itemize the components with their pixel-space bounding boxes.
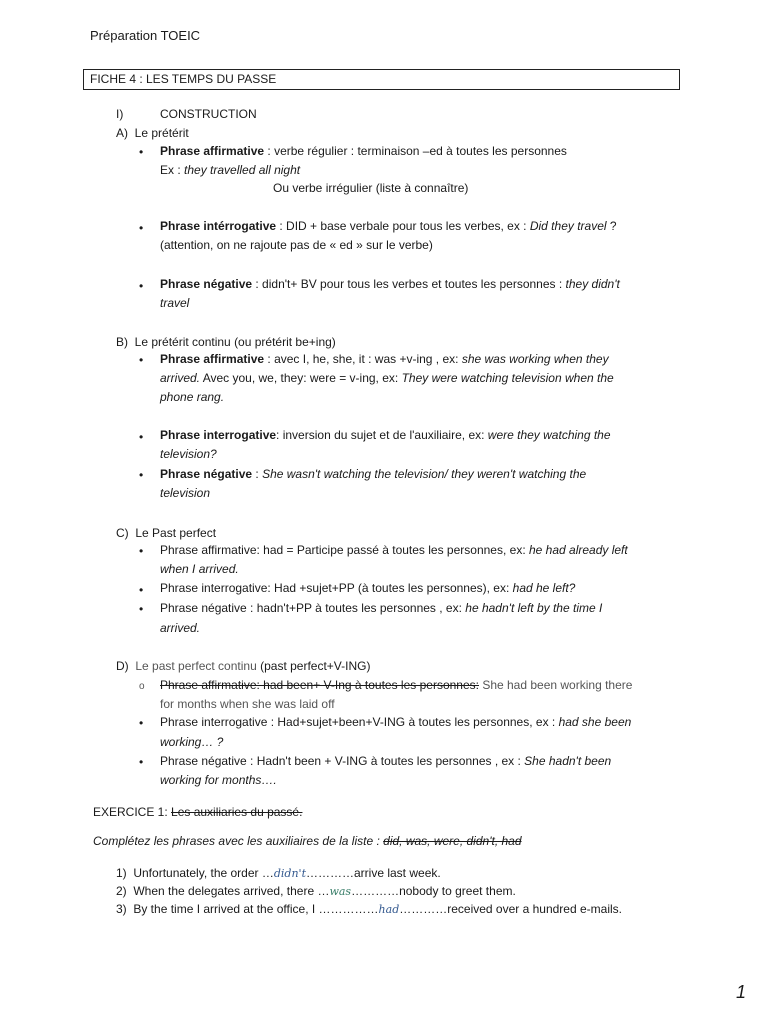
bullet: • bbox=[139, 602, 144, 616]
d-bullet3-line2: working for months…. bbox=[160, 773, 277, 787]
bullet: • bbox=[139, 430, 144, 444]
c-bullet1-line2: when I arrived. bbox=[160, 562, 239, 576]
b-bullet2-line1: Phrase interrogative: inversion du sujet et de l'auxiliaire, ex: were they watching the bbox=[160, 428, 611, 442]
c-bullet1-line1: Phrase affirmative: had = Participe passé à toutes les personnes, ex: he had already left bbox=[160, 543, 628, 557]
exercise-item: 2) When the delegates arrived, there …was…………nobody to greet them. bbox=[116, 884, 516, 898]
b-bullet1-line3: phone rang. bbox=[160, 390, 225, 404]
subsection-b-label: B) Le prétérit continu (ou prétérit be+ing) bbox=[116, 335, 336, 349]
bullet: • bbox=[139, 353, 144, 367]
d-bullet1-line2: for months when she was laid off bbox=[160, 697, 335, 711]
exercise-instruction: Complétez les phrases avec les auxiliaires de la liste : did, was, were, didn't, had bbox=[93, 834, 522, 848]
bullet: • bbox=[139, 544, 144, 558]
bullet: • bbox=[139, 145, 144, 159]
a-bullet3-line1: Phrase négative : didn't+ BV pour tous les verbes et toutes les personnes : they didn't bbox=[160, 277, 620, 291]
section-title: CONSTRUCTION bbox=[160, 107, 257, 121]
bullet: • bbox=[139, 755, 144, 769]
exercise-title: EXERCICE 1: Les auxiliaries du passé. bbox=[93, 805, 303, 819]
b-bullet3-line2: television bbox=[160, 486, 211, 500]
b-bullet1-line2: arrived. Avec you, we, they: were = v-ing, ex: They were watching television when the bbox=[160, 371, 614, 385]
section-number: I) bbox=[116, 107, 124, 121]
subsection-a-label: A) Le prétérit bbox=[116, 126, 189, 140]
b-bullet3-line1: Phrase négative : She wasn't watching the television/ they weren't watching the bbox=[160, 467, 587, 481]
bullet: • bbox=[139, 221, 144, 235]
bullet: • bbox=[139, 716, 144, 730]
bullet: o bbox=[139, 681, 145, 692]
a-bullet1-line3: Ou verbe irrégulier (liste à connaître) bbox=[273, 181, 469, 195]
d-bullet2-line1: Phrase interrogative : Had+sujet+been+V-ING à toutes les personnes, ex : had she been bbox=[160, 715, 632, 729]
b-bullet1-line1: Phrase affirmative : avec I, he, she, it : was +v-ing , ex: she was working when they bbox=[160, 352, 609, 366]
handwritten-answer[interactable]: didn't bbox=[273, 867, 306, 880]
d-bullet3-line1: Phrase négative : Hadn't been + V-ING à toutes les personnes , ex : She hadn't been bbox=[160, 754, 612, 768]
a-bullet2-line1: Phrase intérrogative : DID + base verbale pour tous les verbes, ex : Did they travel ? bbox=[160, 219, 617, 233]
a-bullet1-line1: Phrase affirmative : verbe régulier : terminaison –ed à toutes les personnes bbox=[160, 144, 567, 158]
a-bullet3-line2: travel bbox=[160, 296, 190, 310]
bullet: • bbox=[139, 583, 144, 597]
c-bullet3-line1: Phrase négative : hadn't+PP à toutes les personnes , ex: he hadn't left by the time I bbox=[160, 601, 603, 615]
subsection-d-label: D) Le past perfect continu (past perfect+V-ING) bbox=[116, 659, 371, 673]
d-bullet1-line1: Phrase affirmative: had been+ V-Ing à toutes les personnes: She had been working there bbox=[160, 678, 633, 692]
bullet: • bbox=[139, 468, 144, 482]
c-bullet2-line1: Phrase interrogative: Had +sujet+PP (à toutes les personnes), ex: had he left? bbox=[160, 581, 576, 595]
exercise-item: 1) Unfortunately, the order …didn't…………arrive last week. bbox=[116, 866, 441, 880]
a-bullet2-line2: (attention, on ne rajoute pas de « ed » sur le verbe) bbox=[160, 238, 433, 252]
handwritten-answer[interactable]: was bbox=[329, 885, 352, 898]
b-bullet2-line2: television? bbox=[160, 447, 217, 461]
bullet: • bbox=[139, 279, 144, 293]
fiche-title-box: FICHE 4 : LES TEMPS DU PASSE bbox=[83, 69, 680, 90]
exercise-item: 3) By the time I arrived at the office, I ……………had…………received over a hundred e-mails. bbox=[116, 902, 622, 916]
handwritten-answer[interactable]: had bbox=[378, 903, 400, 916]
c-bullet3-line2: arrived. bbox=[160, 621, 201, 635]
d-bullet2-line2: working… ? bbox=[160, 735, 224, 749]
page-header: Préparation TOEIC bbox=[90, 28, 201, 43]
a-bullet1-line2: Ex : they travelled all night bbox=[160, 163, 301, 177]
page-number: 1 bbox=[736, 982, 747, 1002]
subsection-c-label: C) Le Past perfect bbox=[116, 526, 217, 540]
